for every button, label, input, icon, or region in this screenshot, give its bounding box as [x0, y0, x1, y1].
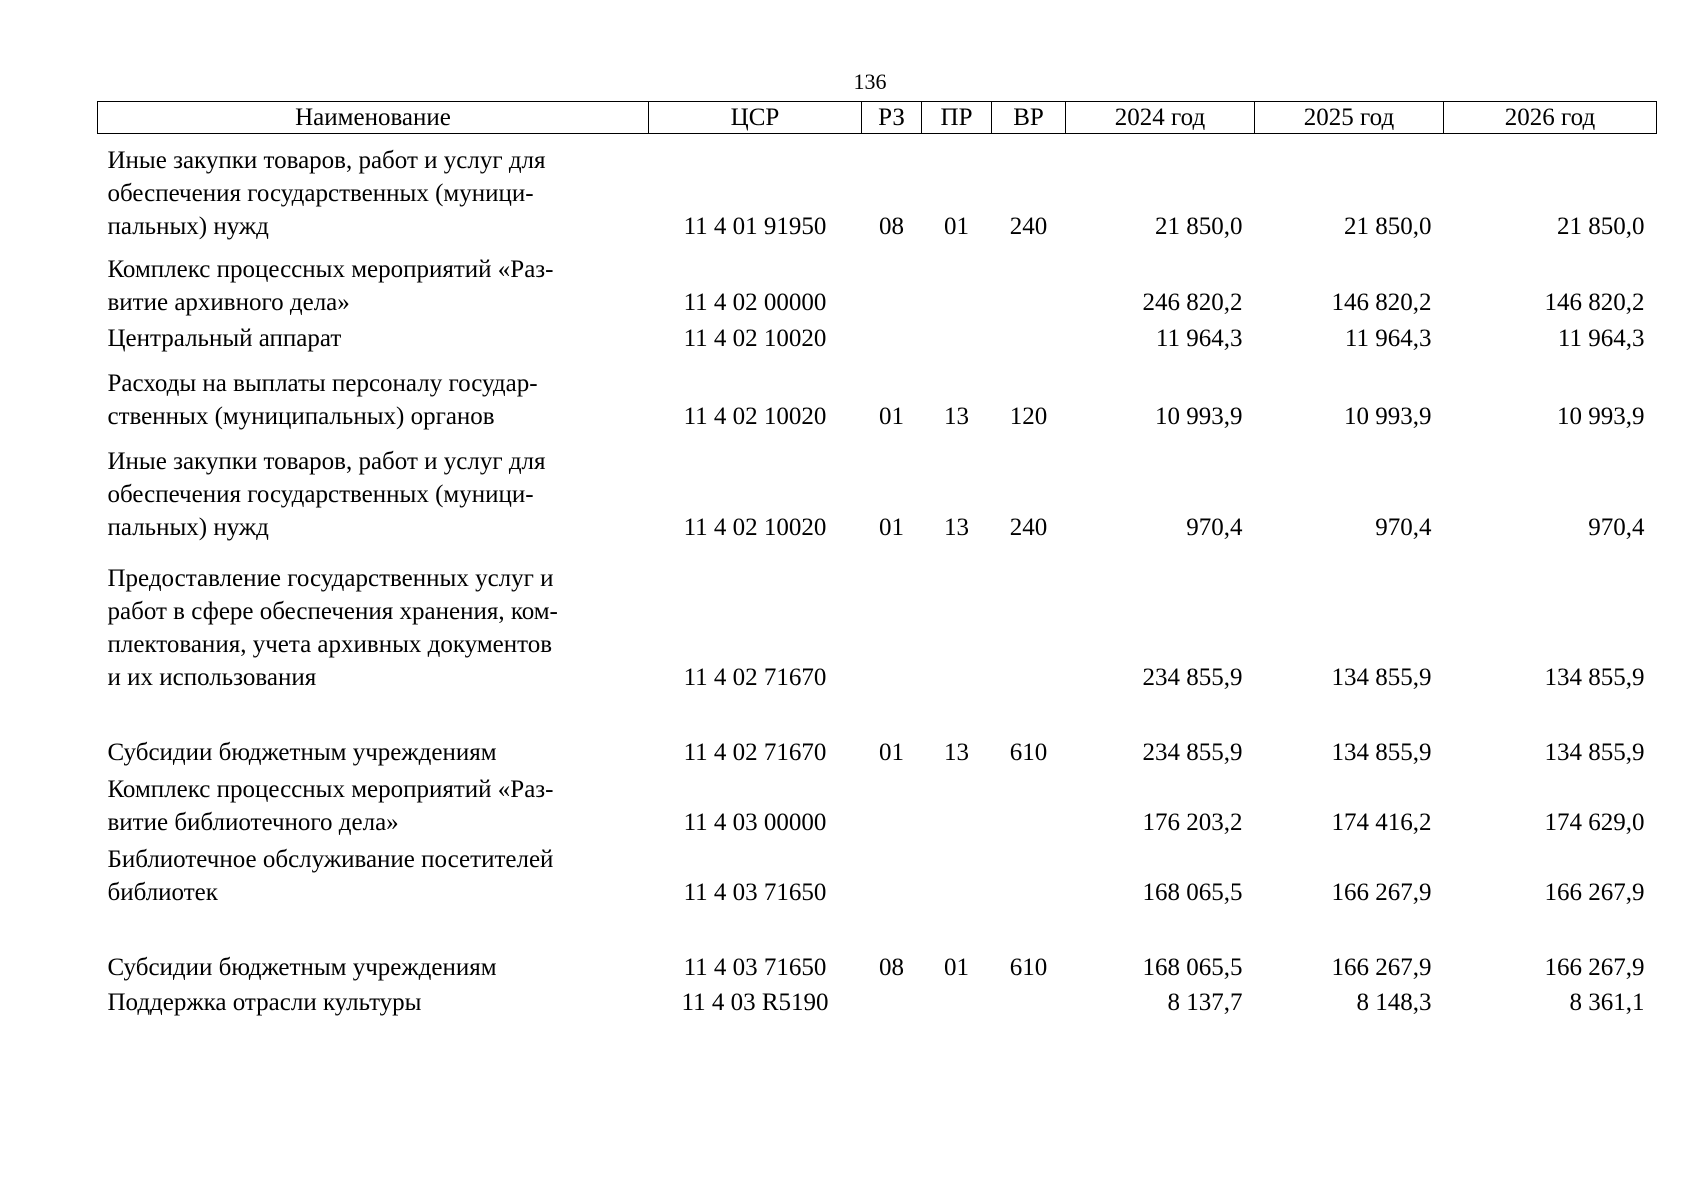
row-name-line: Расходы на выплаты персоналу государ-	[107, 370, 538, 397]
row-pr	[922, 843, 992, 909]
table-row	[98, 843, 1657, 909]
row-pr: 01	[944, 213, 969, 240]
row-csr: 11 4 02 71670	[683, 739, 827, 766]
page-number: 136	[853, 69, 887, 94]
row-csr: 11 4 01 91950	[683, 213, 827, 240]
row-rz	[862, 843, 922, 909]
row-2026: 8 361,1	[1569, 989, 1645, 1016]
row-2026: 21 850,0	[1557, 213, 1645, 240]
row-2025: 166 267,9	[1331, 954, 1432, 981]
row-name-line: работ в сфере обеспечения хранения, ком-	[107, 598, 558, 625]
row-name	[98, 144, 649, 243]
row-2024: 970,4	[1186, 514, 1243, 541]
table-row	[98, 951, 1657, 984]
table-row	[98, 986, 1657, 1019]
header-vr: ВР	[992, 102, 1066, 134]
budget-table	[97, 101, 1657, 1019]
row-name-line: Комплекс процессных мероприятий «Раз-	[107, 256, 554, 283]
row-vr: 240	[1009, 514, 1048, 541]
row-2025: 146 820,2	[1331, 289, 1432, 316]
row-2026: 970,4	[1588, 514, 1645, 541]
row-name	[98, 951, 649, 984]
row-name	[98, 562, 649, 694]
row-rz	[862, 322, 922, 355]
header-name: Наименование	[98, 102, 649, 134]
row-rz	[862, 562, 922, 694]
table-row	[98, 445, 1657, 544]
table-row	[98, 773, 1657, 839]
row-2026: 134 855,9	[1544, 739, 1645, 766]
row-vr	[992, 843, 1066, 909]
row-name-line: витие архивного дела»	[107, 289, 350, 316]
row-vr	[992, 562, 1066, 694]
row-rz	[862, 253, 922, 319]
table-header-row	[98, 102, 1657, 134]
row-vr: 610	[1009, 739, 1048, 766]
row-2026: 174 629,0	[1544, 809, 1645, 836]
row-2026: 166 267,9	[1544, 879, 1645, 906]
row-rz: 01	[879, 514, 904, 541]
row-name	[98, 843, 649, 909]
row-name	[98, 773, 649, 839]
row-name-line: пальных) нужд	[107, 213, 269, 240]
row-vr: 120	[1009, 403, 1048, 430]
row-spacer	[98, 243, 1657, 253]
table-row	[98, 736, 1657, 769]
row-2025: 970,4	[1375, 514, 1432, 541]
row-2025: 10 993,9	[1344, 403, 1432, 430]
row-csr: 11 4 03 71650	[683, 954, 827, 981]
row-csr: 11 4 02 10020	[683, 403, 827, 430]
row-pr	[922, 773, 992, 839]
row-csr: 11 4 02 00000	[683, 289, 827, 316]
row-csr: 11 4 02 10020	[683, 514, 827, 541]
row-2025: 11 964,3	[1344, 325, 1432, 352]
row-2024: 176 203,2	[1142, 809, 1243, 836]
row-name-line: обеспечения государственных (муници-	[107, 481, 534, 508]
header-2024: 2024 год	[1066, 102, 1255, 134]
row-csr: 11 4 03 00000	[683, 809, 827, 836]
row-2025: 8 148,3	[1356, 989, 1432, 1016]
row-spacer-cell	[98, 544, 1657, 562]
row-2024: 21 850,0	[1155, 213, 1243, 240]
row-rz: 08	[879, 954, 904, 981]
row-name	[98, 986, 649, 1019]
row-2024: 168 065,5	[1142, 879, 1243, 906]
row-name-line: Библиотечное обслуживание посетителей	[107, 846, 554, 873]
row-spacer-cell	[98, 243, 1657, 253]
row-name-line: обеспечения государственных (муници-	[107, 180, 534, 207]
row-2024: 234 855,9	[1142, 664, 1243, 691]
row-rz	[862, 986, 922, 1019]
table-row	[98, 562, 1657, 694]
row-name-line: Иные закупки товаров, работ и услуг для	[107, 147, 546, 174]
row-2026: 11 964,3	[1557, 325, 1645, 352]
row-rz	[862, 773, 922, 839]
row-pr	[922, 562, 992, 694]
row-spacer	[98, 355, 1657, 367]
row-name-line: Субсидии бюджетным учреждениям	[107, 954, 497, 981]
table-row	[98, 253, 1657, 319]
row-2024: 246 820,2	[1142, 289, 1243, 316]
row-rz: 01	[879, 403, 904, 430]
row-pr	[922, 253, 992, 319]
row-2026: 134 855,9	[1544, 664, 1645, 691]
row-name-line: и их использования	[107, 664, 317, 691]
row-spacer-cell	[98, 909, 1657, 951]
row-name	[98, 736, 649, 769]
row-spacer-cell	[98, 134, 1657, 145]
row-2025: 21 850,0	[1344, 213, 1432, 240]
row-pr: 13	[944, 514, 969, 541]
row-vr	[992, 322, 1066, 355]
row-2025: 174 416,2	[1331, 809, 1432, 836]
row-spacer-cell	[98, 694, 1657, 736]
row-vr: 610	[1009, 954, 1048, 981]
table-row	[98, 367, 1657, 433]
row-2025: 134 855,9	[1331, 664, 1432, 691]
row-spacer-cell	[98, 433, 1657, 445]
row-name-line: витие библиотечного дела»	[107, 809, 399, 836]
row-2024: 168 065,5	[1142, 954, 1243, 981]
row-name-line: ственных (муниципальных) органов	[107, 403, 495, 430]
row-rz: 01	[879, 739, 904, 766]
row-csr: 11 4 03 71650	[683, 879, 827, 906]
row-vr	[992, 986, 1066, 1019]
row-name-line: Центральный аппарат	[107, 325, 342, 352]
row-2024: 8 137,7	[1167, 989, 1243, 1016]
row-pr: 13	[944, 739, 969, 766]
row-name-line: пальных) нужд	[107, 514, 269, 541]
row-pr	[922, 986, 992, 1019]
header-2025: 2025 год	[1255, 102, 1444, 134]
row-name-line: Иные закупки товаров, работ и услуг для	[107, 448, 546, 475]
row-spacer	[98, 694, 1657, 736]
row-spacer	[98, 544, 1657, 562]
table-row	[98, 144, 1657, 243]
row-2024: 11 964,3	[1155, 325, 1243, 352]
row-rz: 08	[879, 213, 904, 240]
table-body	[98, 134, 1657, 1020]
row-spacer	[98, 134, 1657, 145]
row-name-line: плектования, учета архивных документов	[107, 631, 553, 658]
row-2026: 146 820,2	[1544, 289, 1645, 316]
row-name-line: библиотек	[107, 879, 218, 906]
row-name	[98, 367, 649, 433]
header-csr: ЦСР	[649, 102, 862, 134]
row-2024: 10 993,9	[1155, 403, 1243, 430]
row-spacer	[98, 433, 1657, 445]
row-pr	[922, 322, 992, 355]
row-name	[98, 322, 649, 355]
row-vr	[992, 253, 1066, 319]
row-csr: 11 4 03 R5190	[681, 989, 829, 1016]
row-2025: 134 855,9	[1331, 739, 1432, 766]
row-name-line: Комплекс процессных мероприятий «Раз-	[107, 776, 554, 803]
row-pr: 13	[944, 403, 969, 430]
row-spacer	[98, 909, 1657, 951]
row-name	[98, 253, 649, 319]
row-name-line: Субсидии бюджетным учреждениям	[107, 739, 497, 766]
header-pr: ПР	[922, 102, 992, 134]
row-2024: 234 855,9	[1142, 739, 1243, 766]
row-vr	[992, 773, 1066, 839]
row-2026: 166 267,9	[1544, 954, 1645, 981]
row-csr: 11 4 02 71670	[683, 664, 827, 691]
row-name	[98, 445, 649, 544]
row-vr: 240	[1009, 213, 1048, 240]
row-csr: 11 4 02 10020	[683, 325, 827, 352]
table-row	[98, 322, 1657, 355]
header-rz: РЗ	[862, 102, 922, 134]
row-spacer-cell	[98, 355, 1657, 367]
header-2026: 2026 год	[1444, 102, 1657, 134]
row-name-line: Предоставление государственных услуг и	[107, 565, 554, 592]
row-name-line: Поддержка отрасли культуры	[107, 989, 422, 1016]
row-pr: 01	[944, 954, 969, 981]
row-2026: 10 993,9	[1557, 403, 1645, 430]
row-2025: 166 267,9	[1331, 879, 1432, 906]
